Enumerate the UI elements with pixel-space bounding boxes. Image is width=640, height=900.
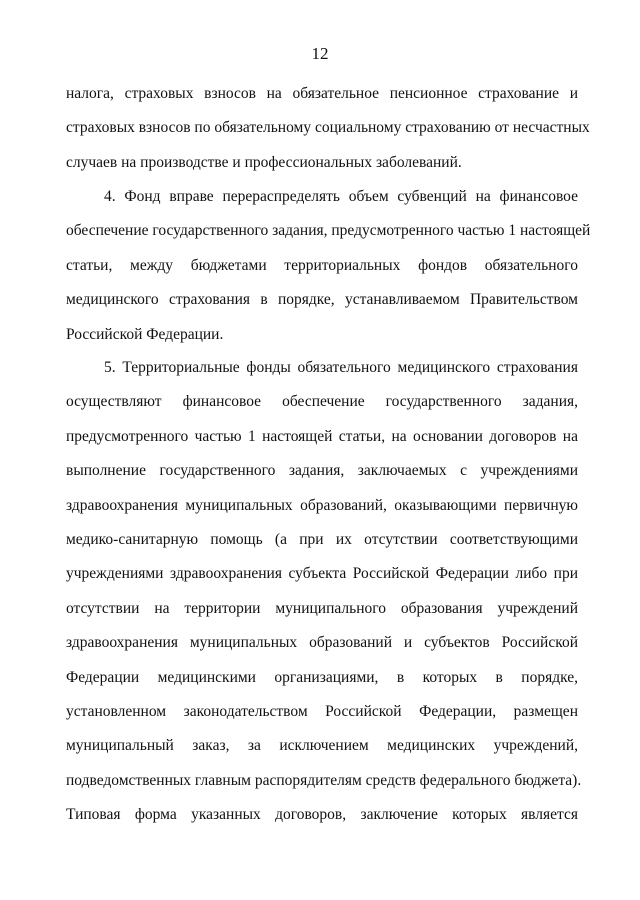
text-line: налога, страховых взносов на обязательное пенсионное страхование и bbox=[66, 85, 578, 102]
paragraph-item-4 bbox=[66, 180, 591, 352]
text-line: обеспечение государственного задания, предусмотренного частью 1 настоящей bbox=[66, 222, 591, 240]
paragraph-continuation bbox=[66, 77, 590, 180]
text-line: Российской Федерации. bbox=[66, 325, 224, 343]
text-line: Федерации медицинскими организациями, в которых в порядке, bbox=[66, 668, 578, 686]
text-line: осуществляют финансовое обеспечение государственного задания, bbox=[66, 393, 578, 411]
text-line: установленном законодательством Российской Федерации, размещен bbox=[66, 702, 578, 720]
text-line: выполнение государственного задания, заключаемых с учреждениями bbox=[66, 462, 578, 480]
text-line: 5. Территориальные фонды обязательного медицинского страхования bbox=[104, 359, 578, 376]
text-line: Типовая форма указанных договоров, заключение которых является bbox=[66, 806, 578, 824]
text-line: муниципальный заказ, за исключением медицинских учреждений, bbox=[66, 737, 578, 755]
text-line: предусмотренного частью 1 настоящей статьи, на основании договоров на bbox=[66, 427, 578, 445]
text-line: 4. Фонд вправе перераспределять объем субвенций на финансовое bbox=[104, 188, 578, 205]
text-line: здравоохранения муниципальных образований и субъектов Российской bbox=[66, 634, 578, 652]
text-line: медицинского страхования в порядке, устанавливаемом Правительством bbox=[66, 291, 578, 309]
text-line: здравоохранения муниципальных образований, оказывающими первичную bbox=[66, 496, 578, 514]
text-line: отсутствии на территории муниципального образования учреждений bbox=[66, 599, 578, 617]
text-line: страховых взносов по обязательному социальному страхованию от несчастных bbox=[66, 119, 590, 137]
text-line: медико-санитарную помощь (а при их отсутствии соответствующими bbox=[66, 530, 578, 548]
text-line: подведомственных главным распорядителям средств федерального бюджета). bbox=[66, 771, 582, 789]
text-line: учреждениями здравоохранения субъекта Российской Федерации либо при bbox=[66, 565, 578, 583]
text-line: случаев на производстве и профессиональных заболеваний. bbox=[66, 153, 462, 171]
paragraph-item-5 bbox=[66, 351, 582, 832]
text-line: статьи, между бюджетами территориальных фондов обязательного bbox=[66, 256, 578, 274]
page-number: 12 bbox=[311, 44, 329, 63]
